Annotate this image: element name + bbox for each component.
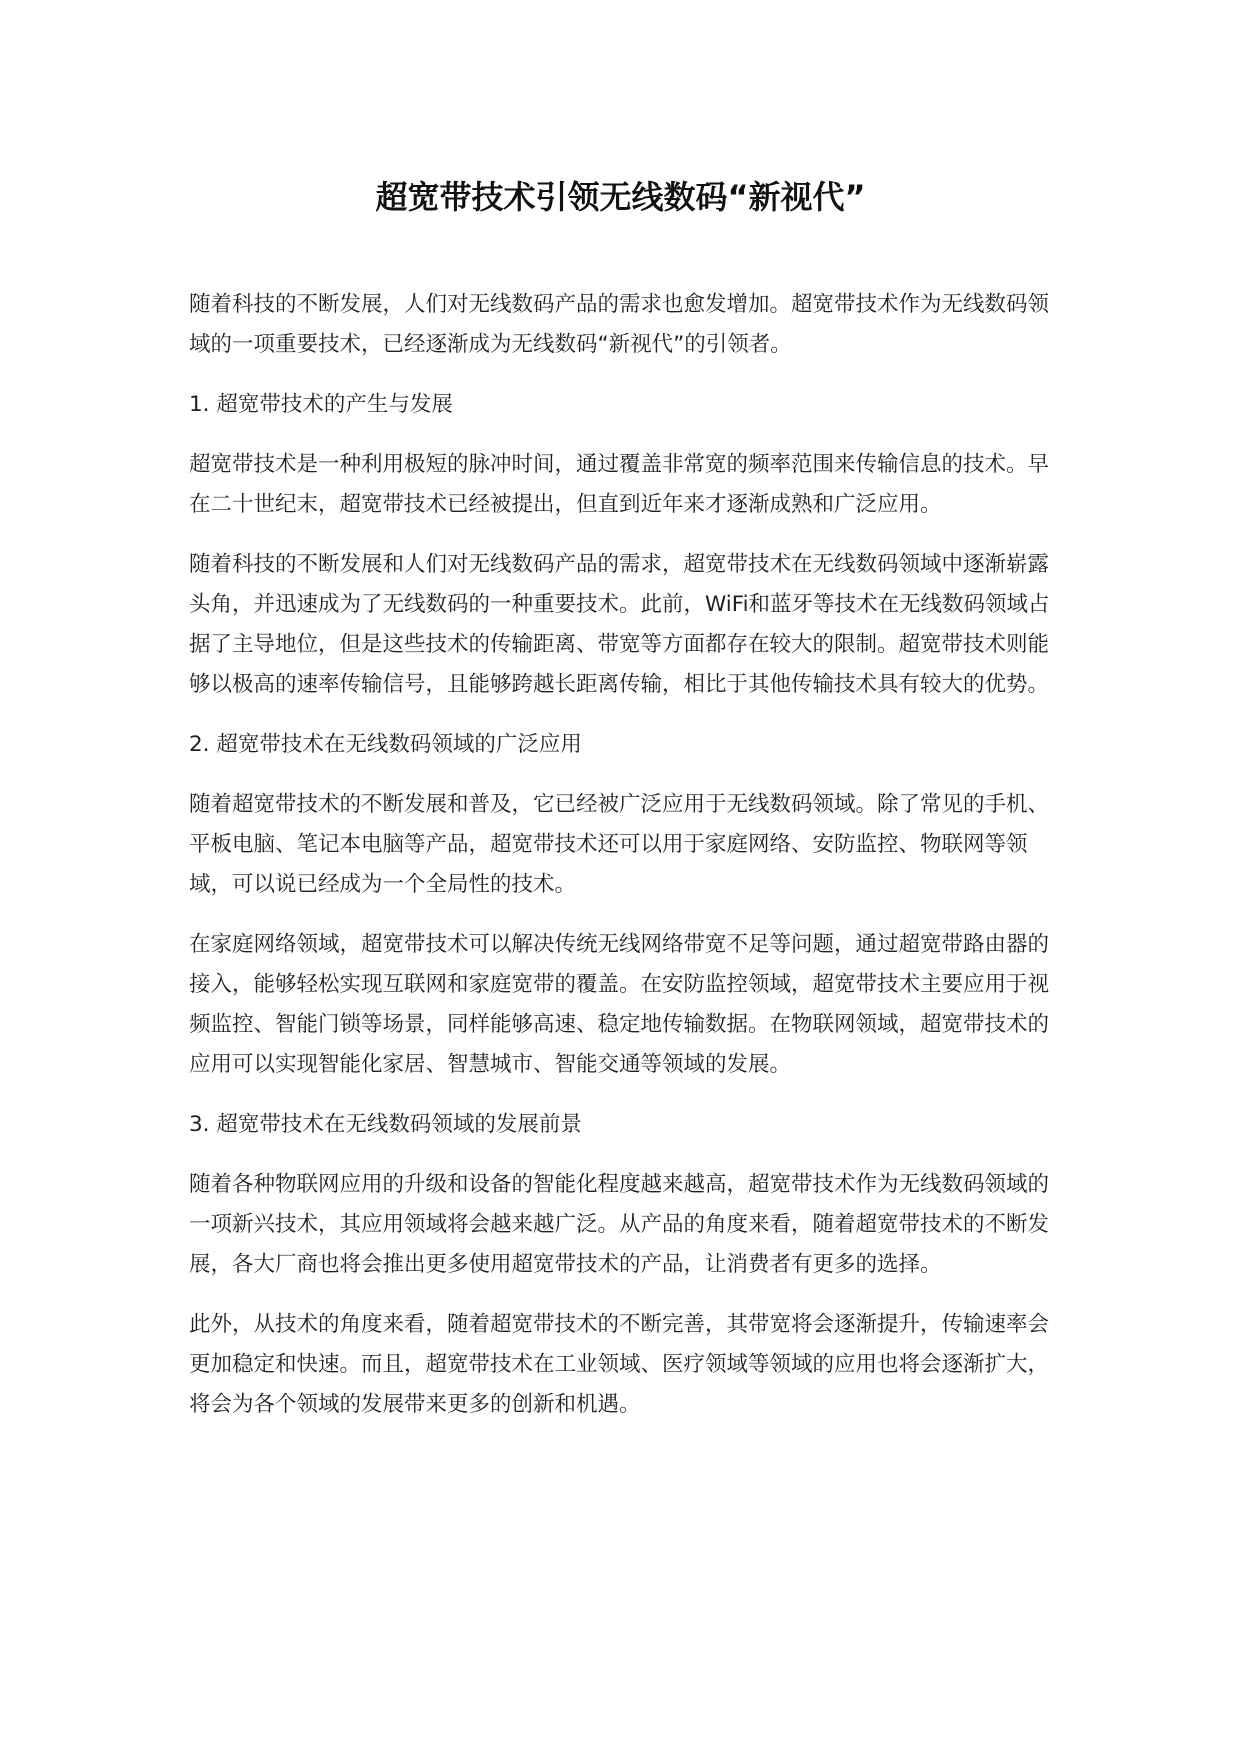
paragraph: 随着超宽带技术的不断发展和普及，它已经被广泛应用于无线数码领域。除了常见的手机、平板电脑、笔记本电脑等产品，超宽带技术还可以用于家庭网络、安防监控、物联网等领域，可以说已经成为一个全局性的技术。 — [189, 792, 1050, 897]
paragraph: 此外，从技术的角度来看，随着超宽带技术的不断完善，其带宽将会逐渐提升，传输速率会更加稳定和快速。而且，超宽带技术在工业领域、医疗领域等领域的应用也将会逐渐扩大，将会为各个领域的发展带来更多的创新和机遇。 — [189, 1312, 1050, 1417]
section-heading-1: 1. 超宽带技术的产生与发展 — [189, 392, 453, 417]
paragraph: 随着各种物联网应用的升级和设备的智能化程度越来越高，超宽带技术作为无线数码领域的一项新兴技术，其应用领域将会越来越广泛。从产品的角度来看，随着超宽带技术的不断发展，各大厂商也将会推出更多使用超宽带技术的产品，让消费者有更多的选择。 — [189, 1172, 1050, 1277]
document-body — [189, 285, 1069, 1445]
document-title: 超宽带技术引领无线数码“新视代” — [375, 178, 866, 216]
paragraph-intro: 随着科技的不断发展，人们对无线数码产品的需求也愈发增加。超宽带技术作为无线数码领域的一项重要技术，已经逐渐成为无线数码“新视代”的引领者。 — [189, 292, 1050, 357]
paragraph: 随着科技的不断发展和人们对无线数码产品的需求，超宽带技术在无线数码领域中逐渐崭露头角，并迅速成为了无线数码的一种重要技术。此前，WiFi和蓝牙等技术在无线数码领域占据了主导地位，但是这些技术的传输距离、带宽等方面都存在较大的限制。超宽带技术则能够以极高的速率传输信号，且能够跨越长距离传输，相比于其他传输技术具有较大的优势。 — [189, 552, 1050, 697]
paragraph: 在家庭网络领域，超宽带技术可以解决传统无线网络带宽不足等问题，通过超宽带路由器的接入，能够轻松实现互联网和家庭宽带的覆盖。在安防监控领域，超宽带技术主要应用于视频监控、智能门锁等场景，同样能够高速、稳定地传输数据。在物联网领域，超宽带技术的应用可以实现智能化家居、智慧城市、智能交通等领域的发展。 — [189, 932, 1050, 1077]
section-heading-2: 2. 超宽带技术在无线数码领域的广泛应用 — [189, 732, 582, 757]
section-heading-3: 3. 超宽带技术在无线数码领域的发展前景 — [189, 1112, 582, 1137]
paragraph: 超宽带技术是一种利用极短的脉冲时间，通过覆盖非常宽的频率范围来传输信息的技术。早在二十世纪末，超宽带技术已经被提出，但直到近年来才逐渐成熟和广泛应用。 — [189, 452, 1050, 517]
